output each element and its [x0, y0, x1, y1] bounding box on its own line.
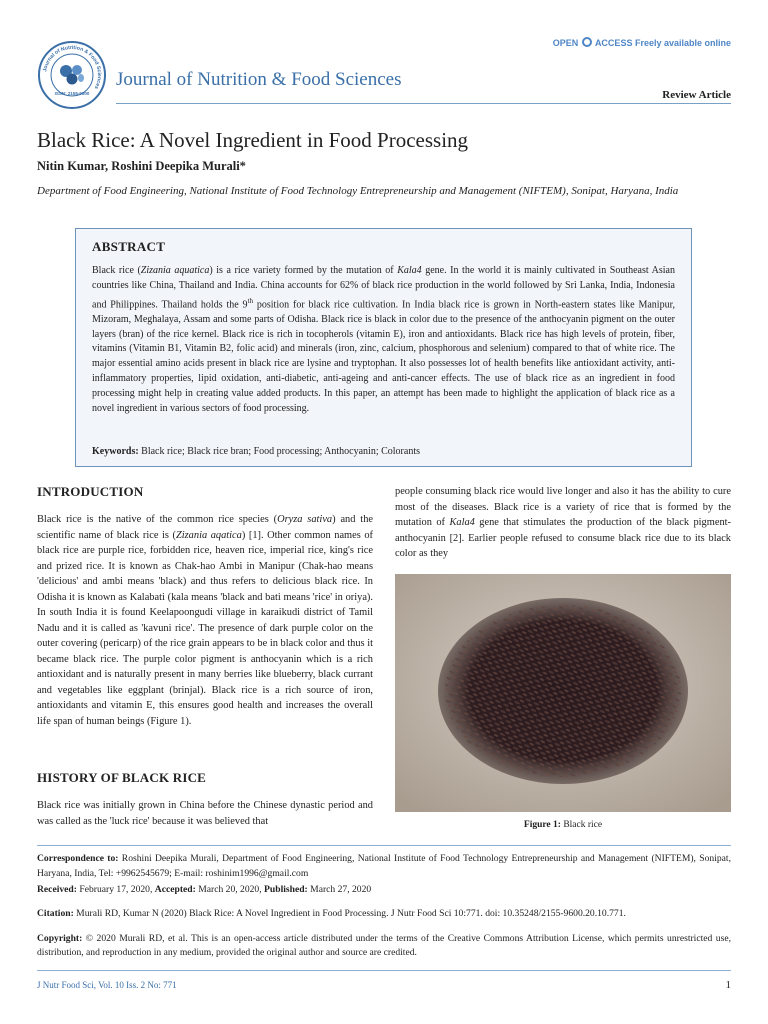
introduction-text-continued: people consuming black rice would live longer and also it has the ability to cure most of the diseases. Black rice is a variety of rice that is formed by the mutation of Kala4 gene that stimulates the production of the black pigment- anthocyanin [2]. Earlier people refused to consume black rice due to its black color as they: [395, 486, 731, 559]
keywords: Keywords: Black rice; Black rice bran; Food processing; Anthocyanin; Colorants: [92, 446, 420, 457]
section-heading-history: HISTORY OF BLACK RICE: [37, 770, 207, 785]
footer-divider-top: [37, 845, 731, 846]
article-authors: Nitin Kumar, Roshini Deepika Murali*: [37, 159, 246, 173]
page-number: 1: [725, 979, 731, 991]
journal-logo: [37, 40, 107, 110]
article-affiliation: Department of Food Engineering, National Institute of Food Technology Entrepreneurship and Management (NIFTEM), Sonipat, Haryana, India: [37, 185, 679, 197]
journal-name[interactable]: Journal of Nutrition & Food Sciences: [116, 69, 402, 90]
dates: Received: February 17, 2020, Accepted: March 20, 2020, Published: March 27, 2020: [37, 884, 372, 895]
article-type: Review Article: [662, 89, 731, 101]
history-text: Black rice was initially grown in China before the Chinese dynastic period and was called as the 'luck rice' because it was believed that: [37, 800, 373, 827]
open-access-badge[interactable]: [553, 37, 731, 48]
section-heading-introduction: INTRODUCTION: [37, 484, 144, 499]
figure-caption: Figure 1: Black rice: [523, 820, 603, 830]
logo-issn: ISSN: 2155-9600: [54, 91, 90, 96]
citation: Citation: Murali RD, Kumar N (2020) Black Rice: A Novel Ingredient in Food Processing. J Nutr Food Sci 10:771. doi: 10.35248/2155-9600.20.10.771.: [37, 908, 626, 919]
article-title: Black Rice: A Novel Ingredient in Food Processing: [37, 128, 469, 152]
abstract-heading: ABSTRACT: [92, 239, 166, 254]
open-access-suffix: ACCESS Freely available online: [594, 38, 731, 48]
black-rice-photo: [395, 574, 731, 812]
footer-journal-ref: J Nutr Food Sci, Vol. 10 Iss. 2 No: 771: [37, 980, 177, 990]
footer-divider-bottom: [37, 970, 731, 971]
open-access-prefix: OPEN: [552, 38, 579, 48]
open-access-icon: [582, 37, 592, 47]
introduction-text: Black rice is the native of the common rice species (Oryza sativa) and the scientific name of black rice is (Zizania aqatica) [1]. Other common names of black rice are purple rice, forbidden rice, heaven rice, imperial rice, king's rice and prized rice. It is known as Chak-hao Ambi in Manipur (Chak-hao means 'delicious' and ambi means 'black) and thus refers to delicious black rice. In Odisha it is known as Kalabati (kala means 'black and bati means 'rice' in oriya). In south India it is found Keelapoongudi village in karaikudi district of Tamil Nadu and it is called as 'kavuni rice'. The presence of dark purple color on the outer covering (pericarp) of the rice grain appears to be in black color and thus it became black rice. The purple color pigment is anthocyanin which is a rich antioxidant and is naturally present in many berries like blueberry, black currant and vegetables like eggplant (brinjal). Black rice is a rich source of iron, antioxidants and vitamin E, this ensures good health and increases the overall life span of human beings (Figure 1).: [37, 514, 373, 727]
logo-ring-text: Journal of Nutrition & Food Sciences: [42, 44, 103, 90]
header-divider: [116, 103, 731, 104]
abstract-text: Black rice (Zizania aquatica) is a rice variety formed by the mutation of Kala4 gene. In the world it is mainly cultivated in Southeast Asian countries like China, Thailand and India. China accounts for 62% of black rice production in the world followed by Sri Lanka, India, Indonesia and Philippines. Thailand holds the 9th position for black rice cultivation. In India black rice is grown in North-eastern states like Manipur, Mizoram, Meghalaya, Assam and some parts of Odisha. Black rice is black in color due to the presence of the anthocyanin pigment on the outer layers (bran) of the rice kernel. Black rice is rich in tocopherols (vitamin E), iron and antioxidants. Black rice has high levels of protein, fiber, vitamins (Vitamin B1, Vitamin B2, folic acid) and minerals (iron, zinc, calcium, phosphorous and selenium) compared to that of white rice. The major essential amino acids present in black rice are lysine and tryptophan. It also possesses lot of health benefits like antioxidant activity, anti-inflammatory properties, lipid oxidation, anti-diabetic, anti-ageing and anti-cancer effects. The use of black rice as an ingredient in food processing might help in creating value added products. In this paper, an attempt has been made to highlight the application of black rice as a novel ingredient in various sectors of food processing.: [92, 265, 675, 414]
copyright: Copyright: © 2020 Murali RD, et al. This is an open-access article distributed under the terms of the Creative Commons Attribution License, which permits unrestricted use, distribution, and reproduction in any medium, provided the original author and source are credited.: [37, 933, 731, 958]
correspondence: Correspondence to: Roshini Deepika Murali, Department of Food Engineering, National Institute of Food Technology Entrepreneurship and Management (NIFTEM), Sonipat, Haryana, India, Tel: +9962545679; E-mail: roshinim1996@gmail.com: [37, 853, 731, 879]
